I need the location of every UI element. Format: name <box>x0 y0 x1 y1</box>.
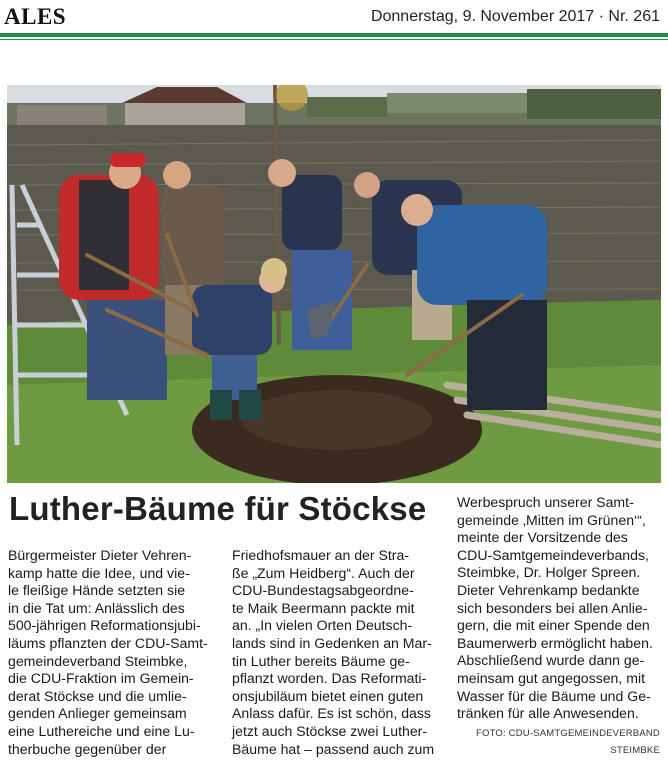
photo-credit-line: STEIMBKE <box>610 745 660 756</box>
text-line: Anlass dafür. Es ist schön, dass <box>232 705 431 722</box>
text-line: Wasser für die Bäume und Ge- <box>457 687 651 704</box>
text-line: meinte der Vorsitzende des <box>457 529 628 546</box>
text-line: CDU-Samtgemeindeverbands, <box>457 546 649 563</box>
photo-credit <box>476 725 660 759</box>
text-line: derat Stöckse und die umlie- <box>8 687 187 704</box>
text-line: le fleißige Hände setzten sie <box>8 582 186 599</box>
text-line: Bürgermeister Dieter Vehren- <box>8 547 192 563</box>
issue-dateline: Donnerstag, 9. November 2017 · Nr. 261 <box>370 8 660 25</box>
text-line: te Maik Beermann packte mit <box>232 599 415 616</box>
text-line: Abschließend wurde dann ge- <box>457 652 645 669</box>
photo-credit-line: FOTO: CDU-SAMTGEMEINDEVERBAND <box>475 728 660 739</box>
text-line: die CDU-Fraktion im Gemein- <box>8 670 194 687</box>
article-photo <box>7 85 661 483</box>
text-line: pflanzt worden. Das Reformati- <box>232 670 427 687</box>
text-line: 500-jährigen Reformationsjubi- <box>8 617 201 634</box>
text-line: genden Anlieger gemeinsam <box>8 705 187 722</box>
article-column-1 <box>8 547 220 758</box>
text-line: Friedhofsmauer an der Stra- <box>232 547 410 563</box>
text-line: an. „In vielen Orten Deutsch- <box>232 617 413 634</box>
text-line: eine Luthereiche und eine Lu- <box>8 722 195 739</box>
text-line: in die Tat um: Anlässlich des <box>8 599 185 616</box>
text-line: Werbespruch unserer Samt- <box>457 494 634 510</box>
masthead <box>0 0 668 46</box>
text-line: gern, die mit einer Spende den <box>457 617 650 634</box>
text-line: jetzt auch Stöckse zwei Luther- <box>232 722 428 739</box>
article-headline: Luther-Bäume für Stöckse <box>9 490 427 527</box>
text-line: tin Luther bereits Bäume ge- <box>232 652 410 669</box>
text-line: onsjubiläum bietet einen guten <box>232 687 424 704</box>
text-line: therbuche gegenüber der <box>8 740 167 757</box>
article-column-3 <box>457 494 662 723</box>
section-name: ALES <box>4 4 67 29</box>
text-line: kamp hatte die Idee, und vie- <box>8 564 190 581</box>
text-line: lands sind in Gedenken an Mar- <box>232 634 432 651</box>
text-line: CDU-Bundestagsabgeordne- <box>232 582 414 599</box>
text-line: tränken für alle Anwesenden. <box>457 705 639 722</box>
masthead-rule-thin <box>0 39 668 40</box>
text-line: Steimbke, Dr. Holger Spreen. <box>457 564 641 581</box>
text-line: gemeinde ‚Mitten im Grünen‘“, <box>457 511 646 528</box>
text-line: sich besonders bei allen Anlie- <box>457 599 648 616</box>
text-line: Bäume hat – passend auch zum <box>232 740 435 757</box>
text-line: ße „Zum Heidberg“. Auch der <box>232 564 415 581</box>
article-column-2 <box>232 547 444 758</box>
text-line: Baumerwerb ermöglicht haben. <box>457 634 653 651</box>
text-line: gemeindeverband Steimbke, <box>8 652 188 669</box>
text-line: Dieter Vehrenkamp bedankte <box>457 581 640 598</box>
masthead-rule <box>0 33 668 37</box>
text-line: meinsam gut angegossen, mit <box>457 669 646 686</box>
text-line: läums pflanzten der CDU-Samt- <box>8 634 208 651</box>
